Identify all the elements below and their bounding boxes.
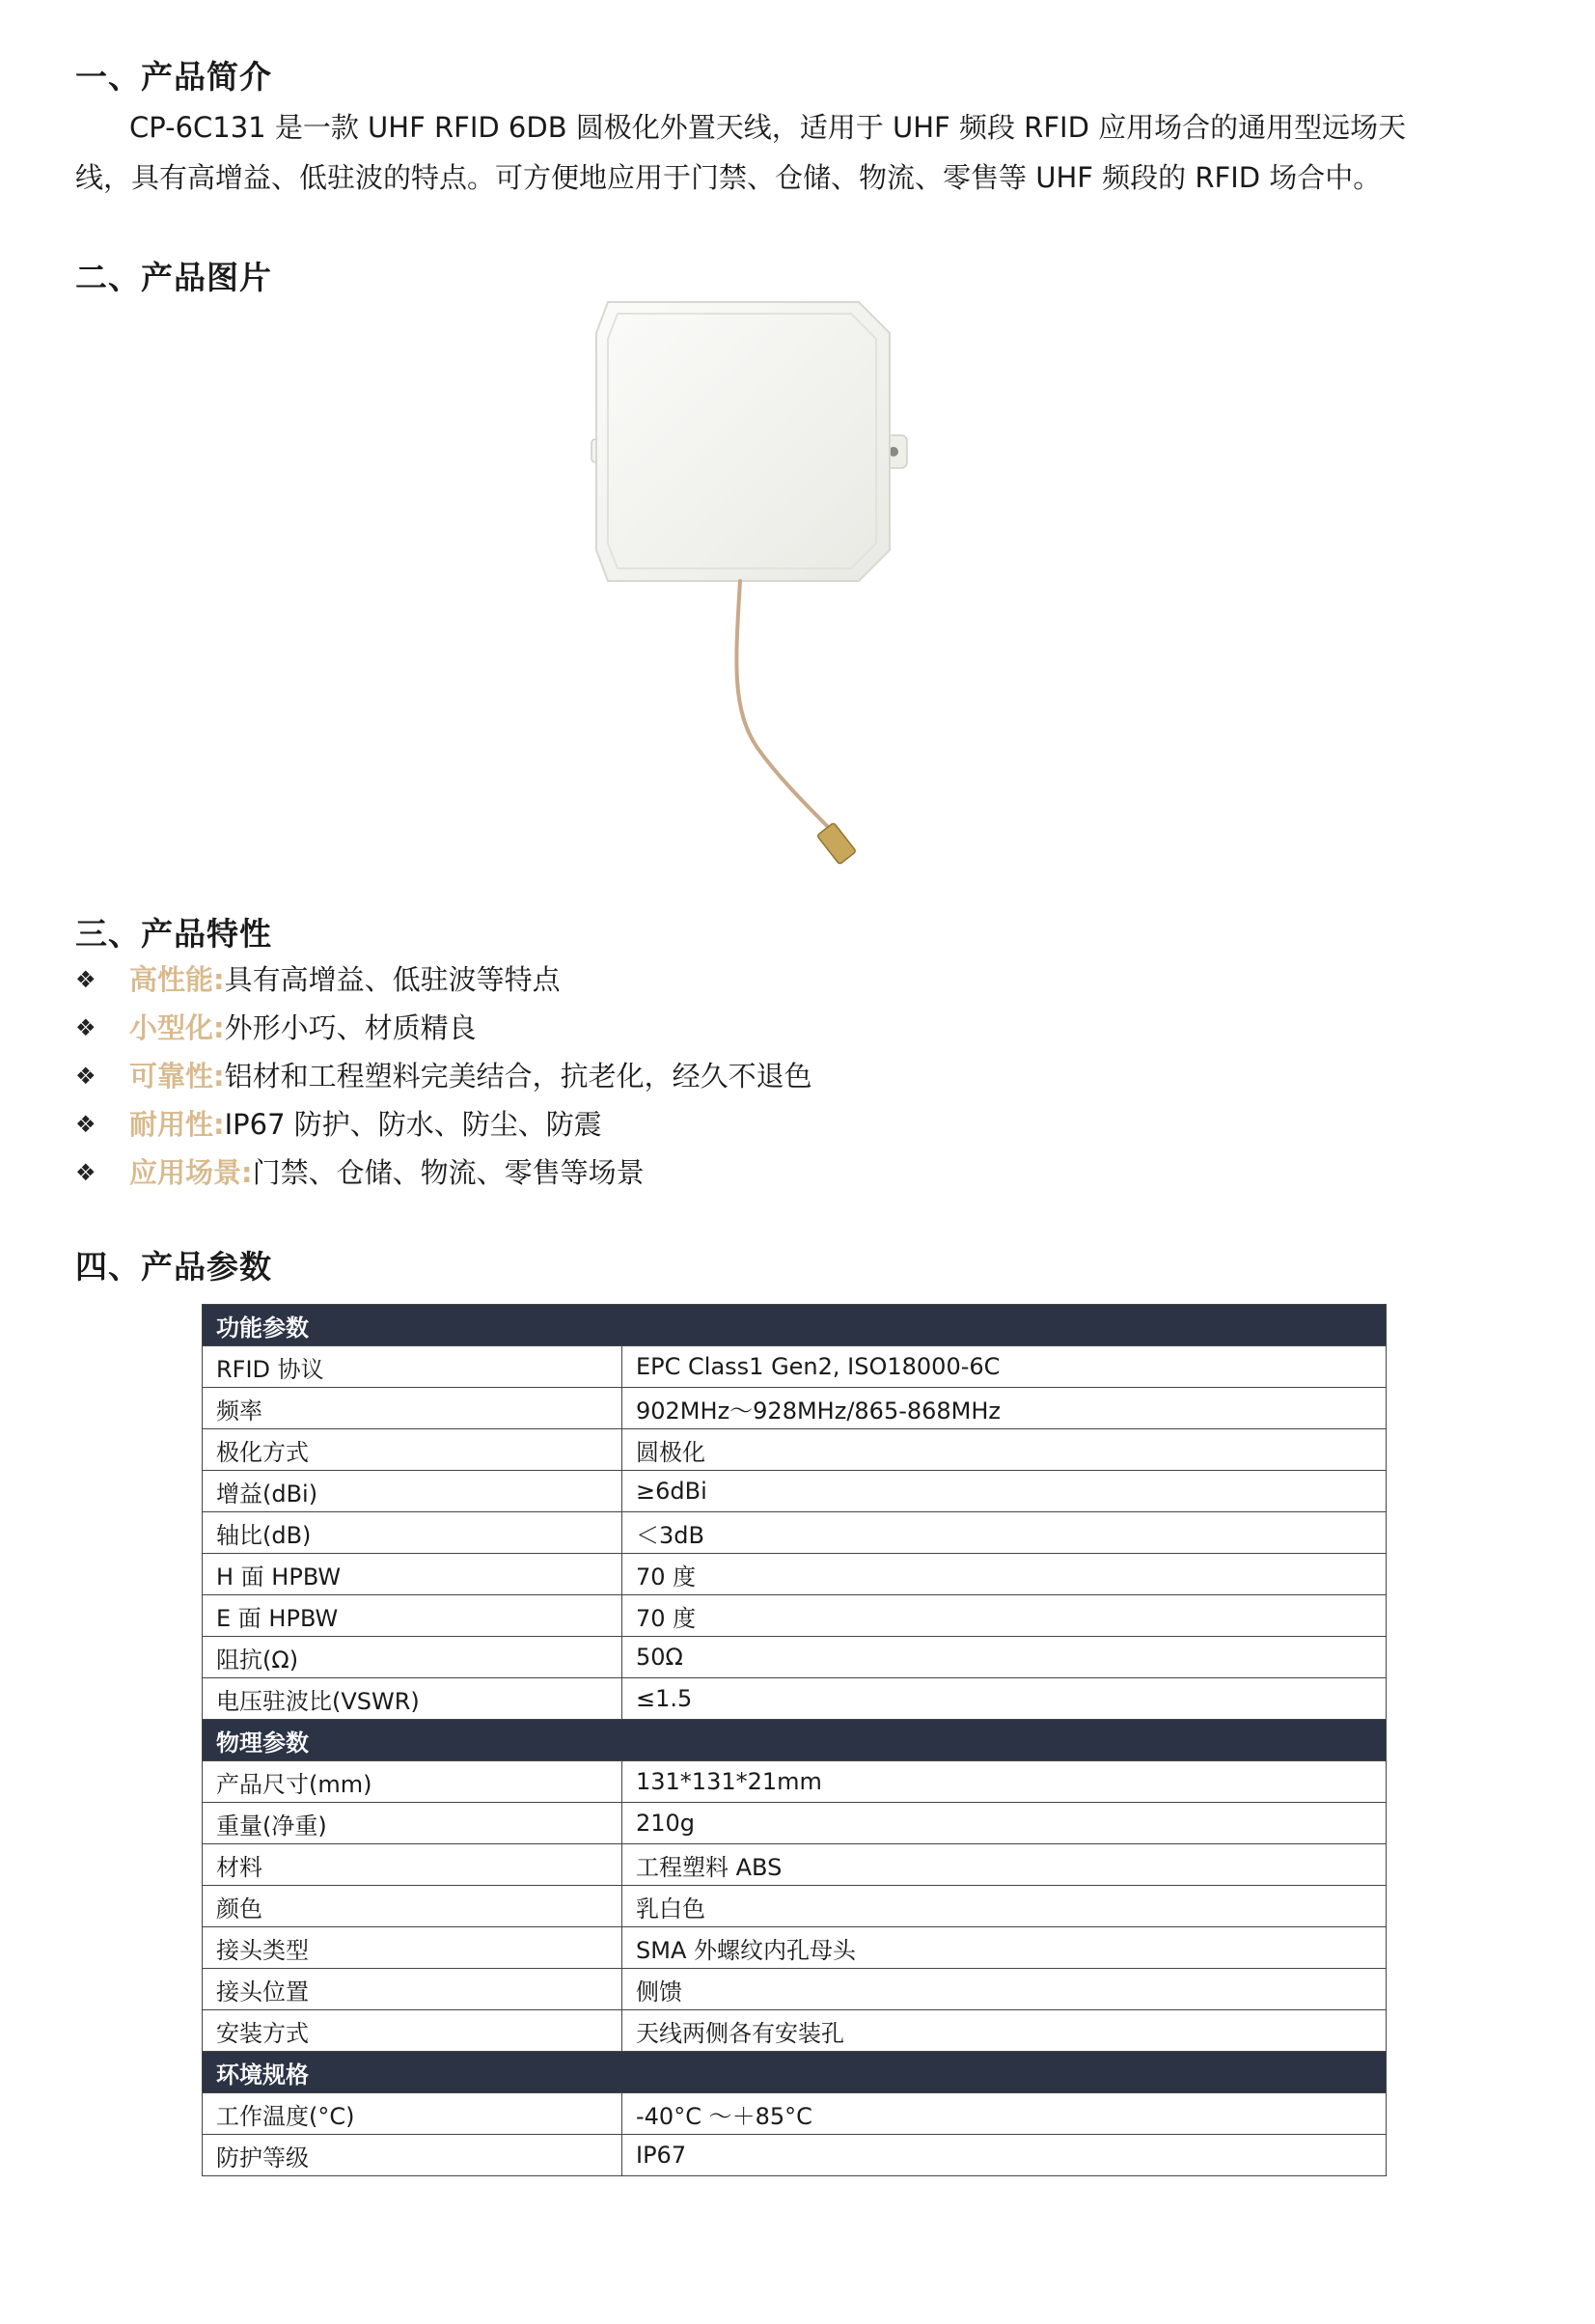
feature-label: 应用场景: <box>129 1156 253 1189</box>
feature-item <box>75 1052 812 1100</box>
spec-key: 阻抗(Ω) <box>203 1637 622 1678</box>
feature-item <box>75 1148 812 1197</box>
spec-key: 接头位置 <box>203 1969 622 2010</box>
section-title-specs: 四、产品参数 <box>75 1248 272 1286</box>
spec-value: 乳白色 <box>622 1886 1387 1927</box>
spec-key: 材料 <box>203 1844 622 1886</box>
spec-section-header <box>203 1305 1387 1346</box>
diamond-bullet-icon: ❖ <box>75 1063 96 1090</box>
section-title-intro: 一、产品简介 <box>75 58 272 96</box>
spec-key: 接头类型 <box>203 1927 622 1969</box>
spec-section-title: 功能参数 <box>203 1305 1387 1346</box>
spec-row <box>203 1512 1387 1554</box>
spec-key: 安装方式 <box>203 2010 622 2052</box>
spec-section-header <box>203 2052 1387 2093</box>
spec-value: 210g <box>622 1803 1387 1844</box>
spec-value: ≥6dBi <box>622 1471 1387 1512</box>
spec-row <box>203 2010 1387 2052</box>
spec-value: 天线两侧各有安装孔 <box>622 2010 1387 2052</box>
diamond-bullet-icon: ❖ <box>75 1111 96 1138</box>
spec-key: RFID 协议 <box>203 1346 622 1388</box>
section-title-image: 二、产品图片 <box>75 259 272 296</box>
spec-key: 极化方式 <box>203 1429 622 1471</box>
spec-value: 70 度 <box>622 1595 1387 1637</box>
feature-item <box>75 1004 812 1052</box>
spec-value: 131*131*21mm <box>622 1761 1387 1803</box>
spec-value: EPC Class1 Gen2, ISO18000-6C <box>622 1346 1387 1388</box>
spec-key: 频率 <box>203 1388 622 1429</box>
spec-value: 902MHz～928MHz/865-868MHz <box>622 1388 1387 1429</box>
spec-row <box>203 1886 1387 1927</box>
spec-row <box>203 1346 1387 1388</box>
spec-row <box>203 2135 1387 2176</box>
spec-row <box>203 1595 1387 1637</box>
spec-row <box>203 1969 1387 2010</box>
spec-value: 侧馈 <box>622 1969 1387 2010</box>
spec-section-header <box>203 1720 1387 1761</box>
spec-value: IP67 <box>622 2135 1387 2176</box>
spec-section-title: 物理参数 <box>203 1720 1387 1761</box>
spec-row <box>203 1844 1387 1886</box>
feature-label: 高性能: <box>129 963 225 996</box>
feature-text: 铝材和工程塑料完美结合，抗老化，经久不退色 <box>224 1060 812 1093</box>
spec-value: SMA 外螺纹内孔母头 <box>622 1927 1387 1969</box>
feature-text: 门禁、仓储、物流、零售等场景 <box>252 1156 645 1189</box>
feature-label: 可靠性: <box>129 1060 225 1093</box>
spec-row <box>203 1388 1387 1429</box>
product-photo <box>560 294 926 873</box>
spec-key: 轴比(dB) <box>203 1512 622 1554</box>
spec-row <box>203 1761 1387 1803</box>
spec-key: E 面 HPBW <box>203 1595 622 1637</box>
spec-key: 产品尺寸(mm) <box>203 1761 622 1803</box>
spec-value: ＜3dB <box>622 1512 1387 1554</box>
section-title-features: 三、产品特性 <box>75 915 272 953</box>
feature-text: 具有高增益、低驻波等特点 <box>224 963 561 996</box>
spec-value: -40°C ～＋85°C <box>622 2093 1387 2135</box>
feature-item <box>75 955 812 1004</box>
spec-value: ≤1.5 <box>622 1678 1387 1720</box>
diamond-bullet-icon: ❖ <box>75 1159 96 1186</box>
feature-label: 耐用性: <box>129 1108 225 1141</box>
spec-key: 电压驻波比(VSWR) <box>203 1678 622 1720</box>
spec-value: 50Ω <box>622 1637 1387 1678</box>
spec-key: 防护等级 <box>203 2135 622 2176</box>
spec-row <box>203 2093 1387 2135</box>
spec-section-title: 环境规格 <box>203 2052 1387 2093</box>
spec-row <box>203 1554 1387 1595</box>
spec-key: 工作温度(°C) <box>203 2093 622 2135</box>
spec-row <box>203 1637 1387 1678</box>
diamond-bullet-icon: ❖ <box>75 1014 96 1041</box>
spec-row <box>203 1471 1387 1512</box>
diamond-bullet-icon: ❖ <box>75 966 96 993</box>
spec-value: 工程塑料 ABS <box>622 1844 1387 1886</box>
spec-value: 70 度 <box>622 1554 1387 1595</box>
feature-label: 小型化: <box>129 1011 225 1044</box>
intro-text: CP-6C131 是一款 UHF RFID 6DB 圆极化外置天线，适用于 UHF 频段 RFID 应用场合的通用型远场天线，具有高增益、低驻波的特点。可方便地应用于门禁、仓储、物流、零售等 UHF 频段的 RFID 场合中。 <box>75 111 1407 194</box>
feature-list <box>75 955 812 1197</box>
spec-row <box>203 1927 1387 1969</box>
spec-table <box>202 1304 1387 2176</box>
spec-value: 圆极化 <box>622 1429 1387 1471</box>
feature-text: 外形小巧、材质精良 <box>224 1011 477 1044</box>
spec-key: 重量(净重) <box>203 1803 622 1844</box>
feature-text: IP67 防护、防水、防尘、防震 <box>224 1108 602 1141</box>
spec-key: 增益(dBi) <box>203 1471 622 1512</box>
intro-paragraph <box>75 102 1436 203</box>
spec-key: H 面 HPBW <box>203 1554 622 1595</box>
feature-item <box>75 1100 812 1148</box>
spec-key: 颜色 <box>203 1886 622 1927</box>
spec-row <box>203 1678 1387 1720</box>
spec-row <box>203 1429 1387 1471</box>
spec-row <box>203 1803 1387 1844</box>
